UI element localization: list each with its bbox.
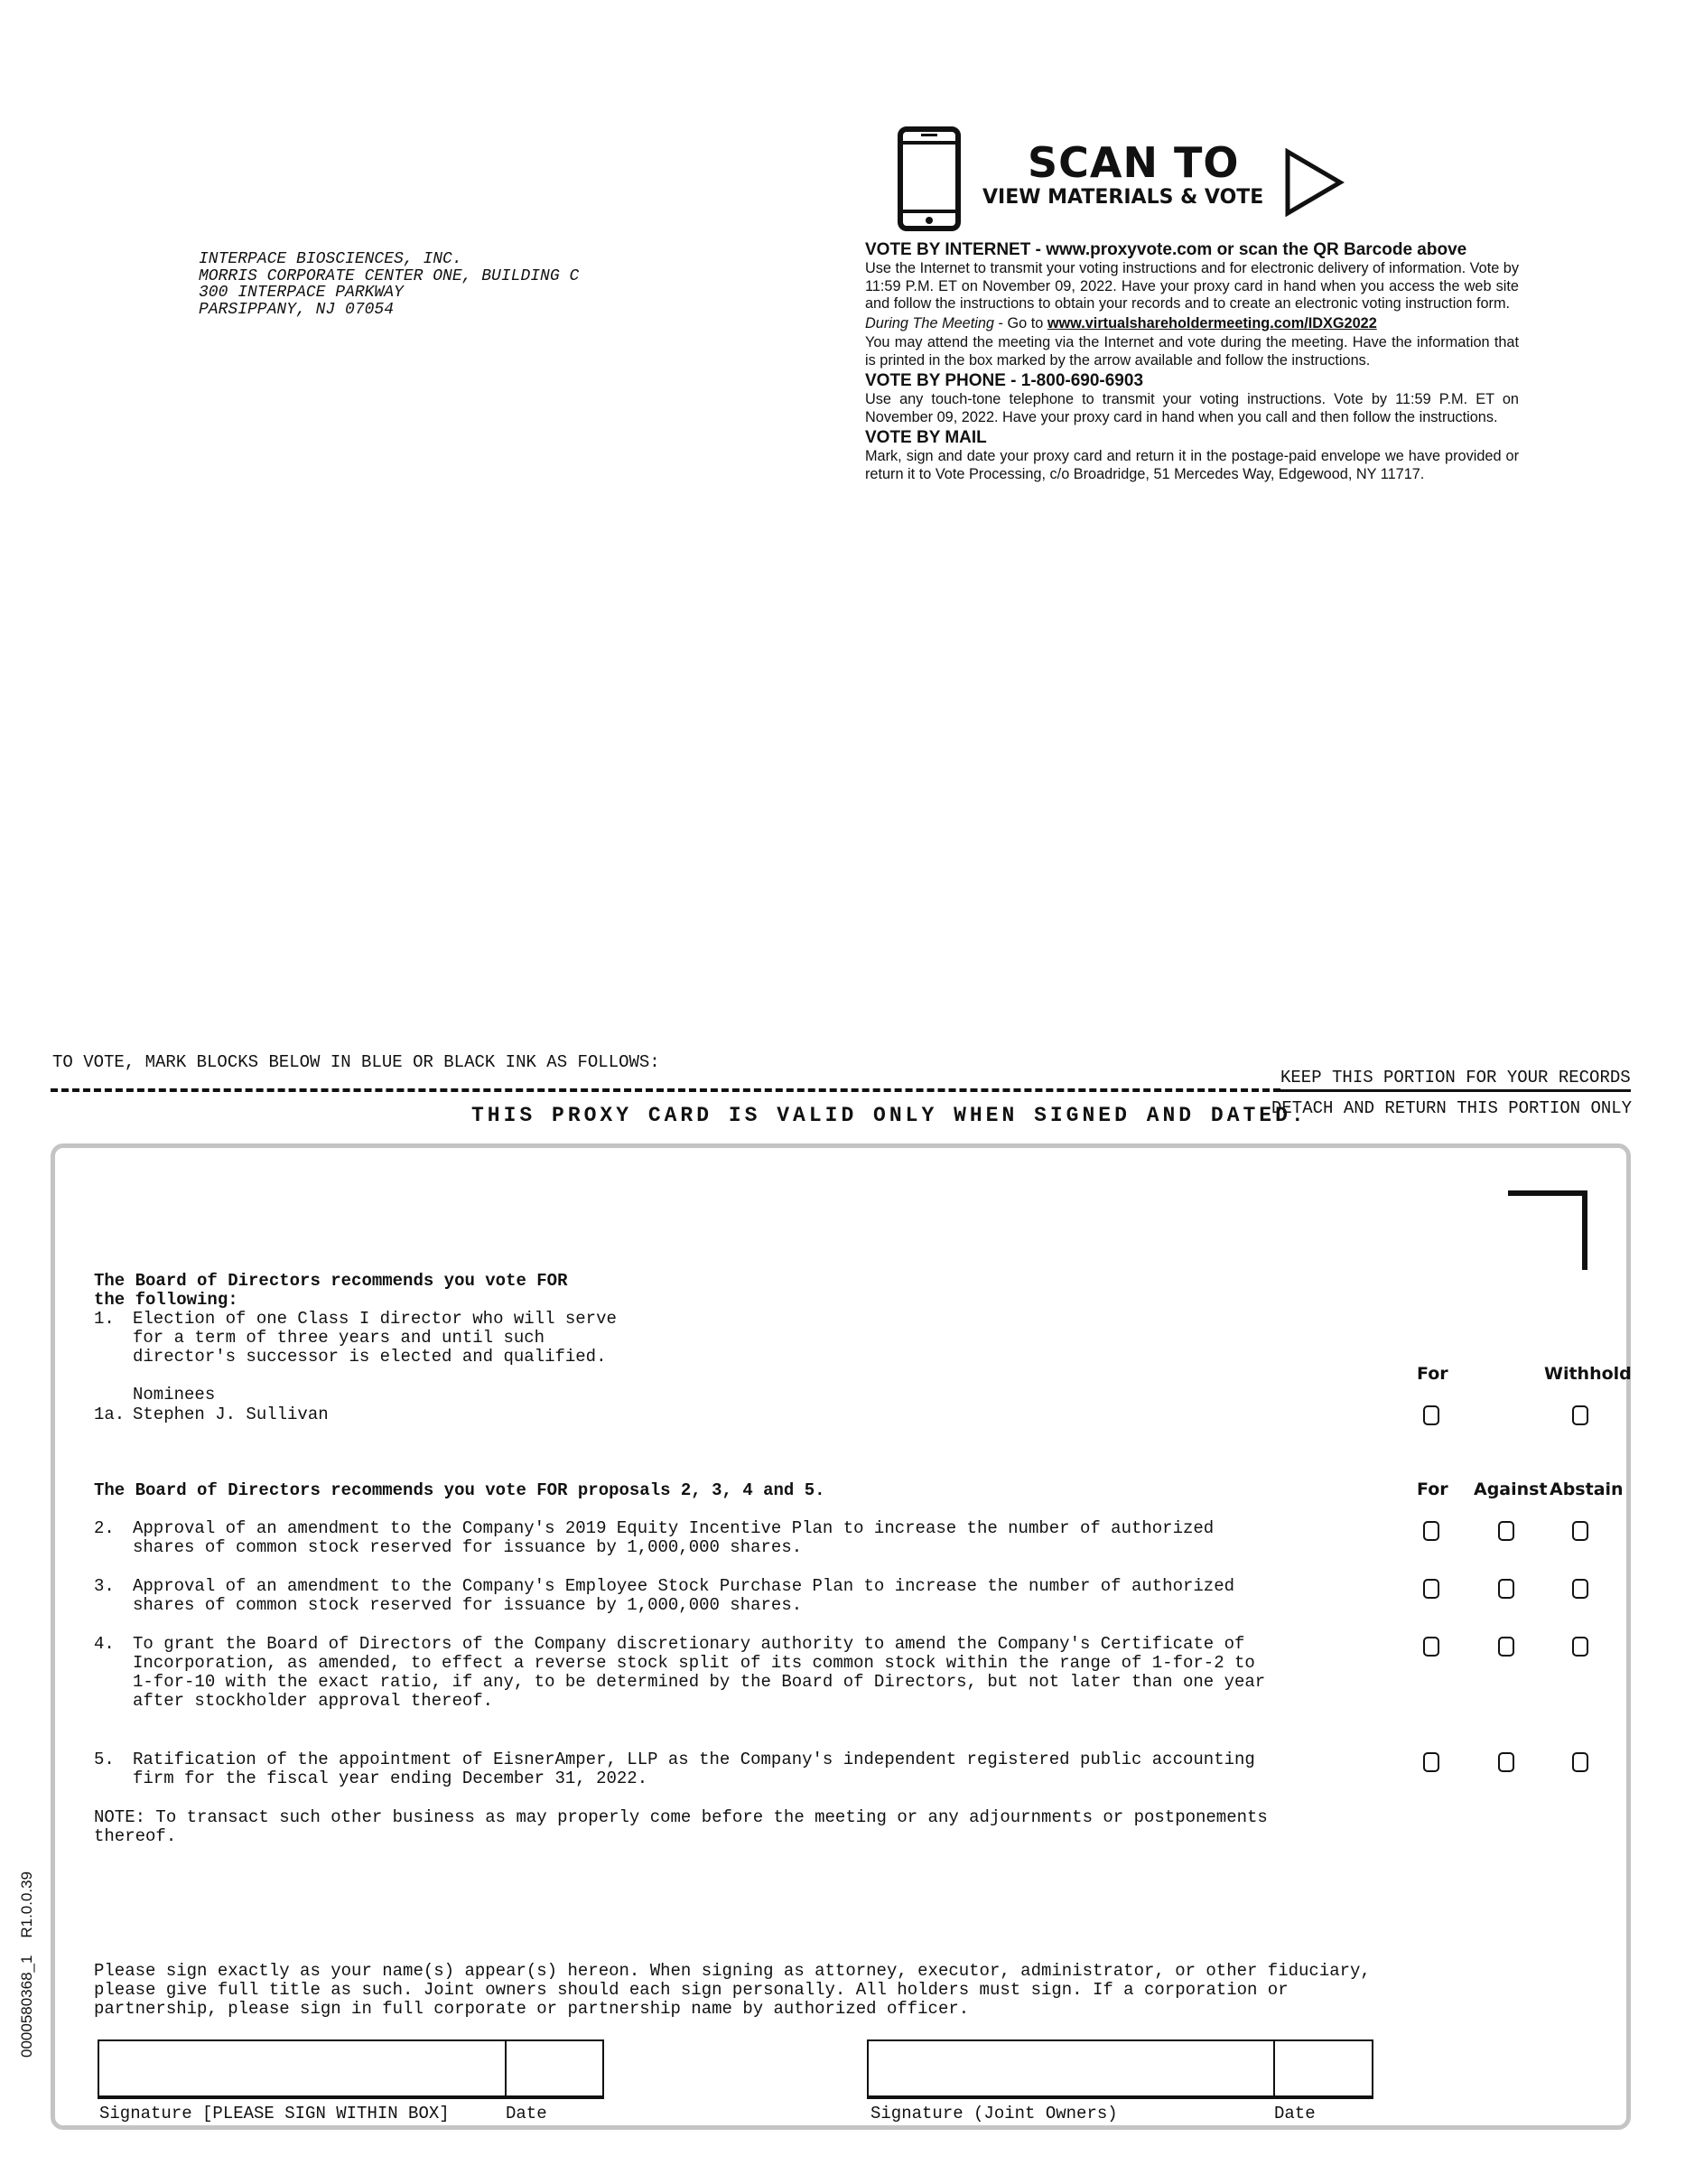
date-label: Date: [506, 2104, 547, 2123]
proposal-3-against-checkbox[interactable]: [1498, 1579, 1514, 1599]
column-for: For: [1417, 1364, 1448, 1384]
internet-text: Use the Internet to transmit your voting instructions and for electronic delivery of information. Vote by 11:59 P.M. ET on November 09, 2022. Have your proxy card in hand when you access the web site and follow the instructions to obtain your records and to create an electronic voting instruction form.: [865, 260, 1519, 312]
signature-box[interactable]: [98, 2039, 604, 2099]
joint-signature-label: Signature (Joint Owners): [870, 2104, 1118, 2123]
column-withhold: Withhold: [1544, 1364, 1632, 1384]
mail-heading: VOTE BY MAIL: [865, 428, 987, 447]
meeting-lead: During The Meeting: [865, 314, 994, 331]
address-line: 300 INTERPACE PARKWAY: [199, 284, 404, 302]
meeting-line: [865, 315, 1519, 333]
phone-icon: [898, 126, 961, 236]
mailing-address: [199, 251, 579, 318]
proposal-5-abstain-checkbox[interactable]: [1572, 1752, 1588, 1772]
phone-text: Use any touch-tone telephone to transmit your voting instructions. Vote by 11:59 P.M. ET on November 09, 2022. Have your proxy card in hand when you call and then follow the instructions.: [865, 391, 1519, 425]
proposal-5-against-checkbox[interactable]: [1498, 1752, 1514, 1772]
meeting-goto: - Go to: [994, 314, 1047, 331]
scan-title: SCAN TO: [1028, 138, 1240, 187]
proposal-3-text: Approval of an amendment to the Company's Employee Stock Purchase Plan to increase the number of authorized shares of common stock reserved for issuance by 1,000,000 shares.: [133, 1576, 1234, 1615]
side-control-code: 0000580368_1 R1.0.0.39: [18, 1871, 35, 2058]
mail-text: Mark, sign and date your proxy card and return it in the postage-paid envelope we have provided or return it to Vote Processing, c/o Broadridge, 51 Mercedes Way, Edgewood, NY 11717.: [865, 448, 1519, 482]
column-against: Against: [1474, 1479, 1548, 1499]
to-vote-instruction: TO VOTE, MARK BLOCKS BELOW IN BLUE OR BLACK INK AS FOLLOWS:: [52, 1052, 660, 1072]
voting-instructions: [865, 238, 1519, 483]
nominees-label: Nominees: [133, 1385, 216, 1405]
internet-heading: VOTE BY INTERNET - www.proxyvote.com or scan the QR Barcode above: [865, 240, 1467, 259]
joint-signature-box[interactable]: [867, 2039, 1373, 2099]
proposal-2-number: 2.: [94, 1518, 115, 1538]
recommendation-1: The Board of Directors recommends you vote FOR the following:: [94, 1271, 568, 1310]
joint-date-label: Date: [1274, 2104, 1316, 2123]
meeting-text: You may attend the meeting via the Internet and vote during the meeting. Have the information that is printed in the box marked by the arrow available and follow the instructions.: [865, 334, 1519, 369]
phone-heading: VOTE BY PHONE - 1-800-690-6903: [865, 371, 1144, 390]
nominee-number: 1a.: [94, 1405, 126, 1424]
proposal-4-text: To grant the Board of Directors of the Company discretionary authority to amend the Company's Certificate of Incorporation, as amended, to effect a reverse stock split of its common stock within the range of 1-for-2 to 1-for-10 with the exact ratio, if any, to be determined by the Board of Directors, but not later than one year after stockholder approval thereof.: [133, 1634, 1266, 1711]
proposal-5-text: Ratification of the appointment of EisnerAmper, LLP as the Company's independent registered public accounting firm for the fiscal year ending December 31, 2022.: [133, 1750, 1255, 1788]
column-for: For: [1417, 1479, 1448, 1499]
proposal-3-number: 3.: [94, 1576, 115, 1596]
proposal-2-against-checkbox[interactable]: [1498, 1521, 1514, 1541]
proposal-2-text: Approval of an amendment to the Company's 2019 Equity Incentive Plan to increase the number of authorized shares of common stock reserved for issuance by 1,000,000 shares.: [133, 1518, 1215, 1557]
proposal-2-abstain-checkbox[interactable]: [1572, 1521, 1588, 1541]
note-text: NOTE: To transact such other business as may properly come before the meeting or any adjournments or postponements thereof.: [94, 1807, 1268, 1846]
proposal-4-abstain-checkbox[interactable]: [1572, 1637, 1588, 1657]
proposal-3-abstain-checkbox[interactable]: [1572, 1579, 1588, 1599]
proposal-5-number: 5.: [94, 1750, 115, 1769]
proposal-5-for-checkbox[interactable]: [1423, 1752, 1439, 1772]
nominee-name: Stephen J. Sullivan: [133, 1405, 329, 1424]
signature-label: Signature [PLEASE SIGN WITHIN BOX]: [99, 2104, 450, 2123]
item-1-number: 1.: [94, 1309, 115, 1329]
corner-mark: [1508, 1190, 1587, 1270]
address-line: INTERPACE BIOSCIENCES, INC.: [199, 250, 462, 268]
proposal-4-for-checkbox[interactable]: [1423, 1637, 1439, 1657]
nominee-for-checkbox[interactable]: [1423, 1405, 1439, 1425]
recommendation-2: The Board of Directors recommends you vote FOR proposals 2, 3, 4 and 5.: [94, 1480, 825, 1500]
proposal-2-for-checkbox[interactable]: [1423, 1521, 1439, 1541]
perforation-line: [51, 1088, 1280, 1092]
column-abstain: Abstain: [1550, 1479, 1624, 1499]
keep-portion-label: KEEP THIS PORTION FOR YOUR RECORDS: [1280, 1068, 1631, 1092]
proposal-4-against-checkbox[interactable]: [1498, 1637, 1514, 1657]
address-line: PARSIPPANY, NJ 07054: [199, 300, 395, 319]
signature-date-divider: [505, 2039, 507, 2095]
valid-notice: THIS PROXY CARD IS VALID ONLY WHEN SIGNED AND DATED.: [471, 1104, 1308, 1127]
joint-signature-date-divider: [1273, 2039, 1275, 2095]
meeting-url-link[interactable]: www.virtualshareholdermeeting.com/IDXG2022: [1047, 314, 1377, 331]
nominee-withhold-checkbox[interactable]: [1572, 1405, 1588, 1425]
address-line: MORRIS CORPORATE CENTER ONE, BUILDING C: [199, 266, 580, 285]
play-arrow-icon: [1284, 148, 1345, 221]
signing-instructions: Please sign exactly as your name(s) appear(s) hereon. When signing as attorney, executor, administrator, or other fiduciary, please give full title as such. Joint owners should each sign personally. All holders must sign. If a corporation or partnership, please sign in full corporate or partnership name by authorized officer.: [94, 1961, 1371, 2019]
item-1-text: Election of one Class I director who will serve for a term of three years and until such director's successor is elected and qualified.: [133, 1309, 617, 1367]
proposal-4-number: 4.: [94, 1634, 115, 1654]
scan-subtitle: VIEW MATERIALS & VOTE: [982, 186, 1264, 209]
proposal-3-for-checkbox[interactable]: [1423, 1579, 1439, 1599]
detach-portion-label: DETACH AND RETURN THIS PORTION ONLY: [1271, 1098, 1633, 1118]
